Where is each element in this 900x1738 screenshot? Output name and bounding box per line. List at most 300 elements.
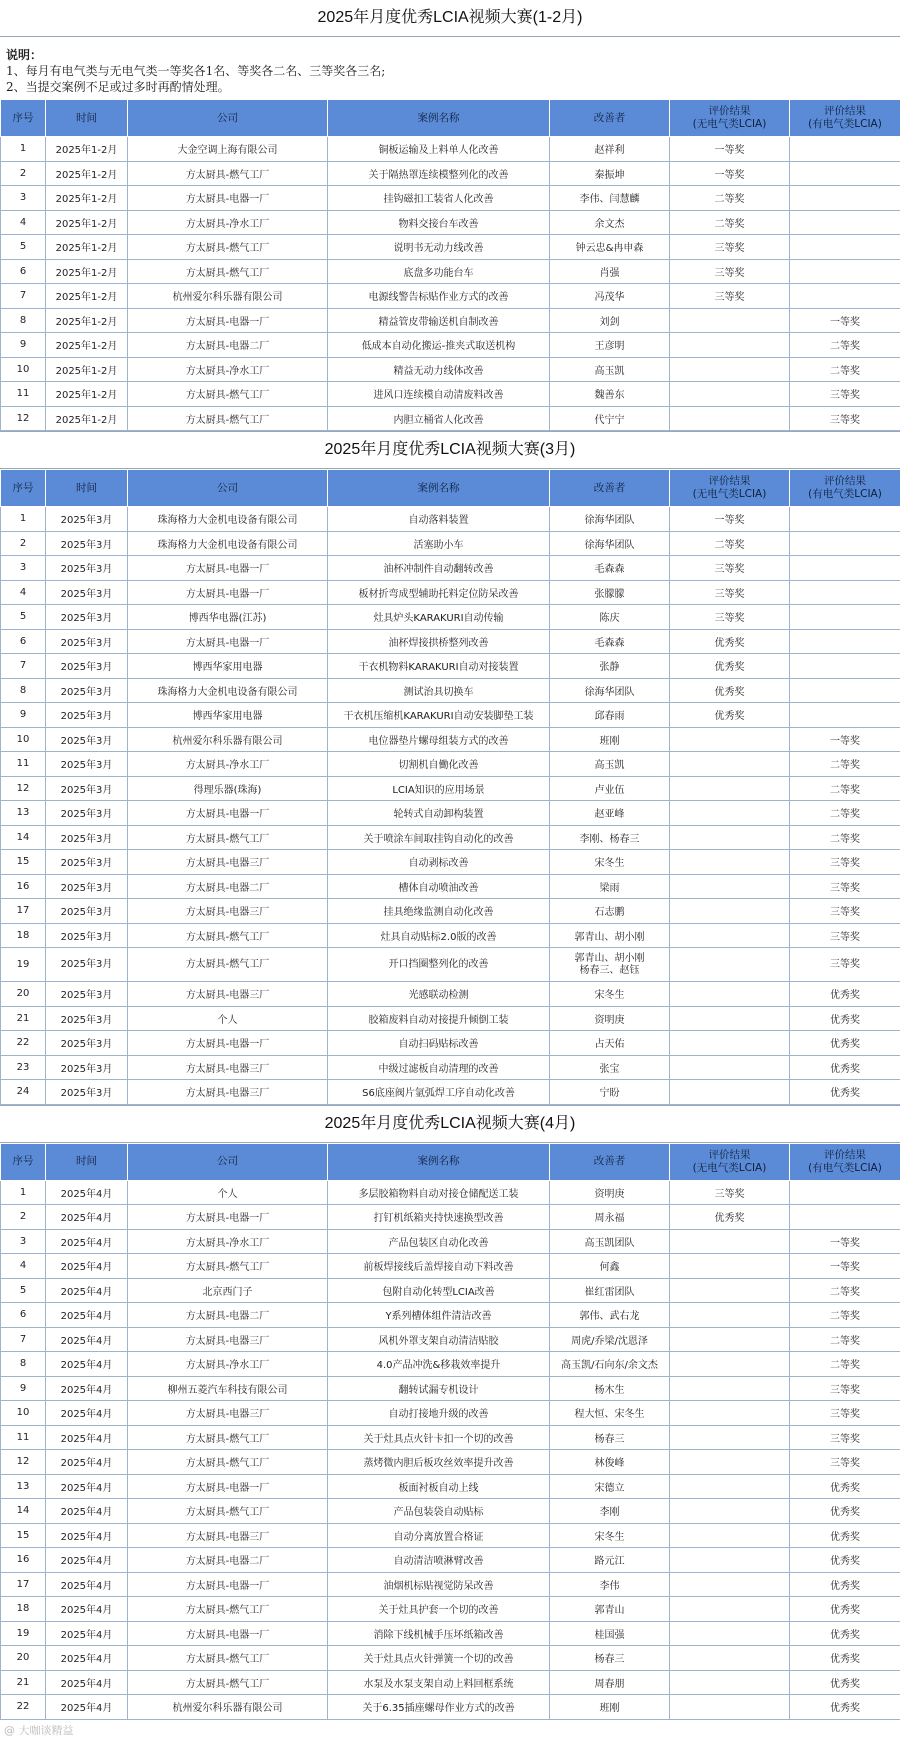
cell-company: 方太厨具-电器三厂 [128,1327,328,1352]
cell-case-name: S6底座阀片氩弧焊工序自动化改善 [328,1080,550,1105]
table-row [1,1180,900,1205]
column-header: 时间 [46,100,128,137]
column-header: 时间 [46,470,128,507]
cell-company: 方太厨具-电器三厂 [128,850,328,875]
cell-improver: 杨木生 [550,1376,670,1401]
cell-improver: 崔红雷团队 [550,1278,670,1303]
cell-case-name: 油烟机标贴视觉防呆改善 [328,1572,550,1597]
cell-date: 2025年1-2月 [46,186,128,211]
cell-improver: 占天佑 [550,1031,670,1056]
cell-case-name: 自动落料装置 [328,507,550,532]
cell-index: 17 [1,899,46,924]
cell-date: 2025年3月 [46,825,128,850]
table-header-row [1,1143,900,1180]
table-row [1,406,900,431]
cell-improver: 徐海华团队 [550,531,670,556]
cell-improver: 余文杰 [550,210,670,235]
cell-result-non-electric [670,1401,790,1426]
cell-index: 3 [1,186,46,211]
table-row [1,825,900,850]
cell-result-electric [790,605,900,630]
cell-improver: 郭青山、胡小刚 [550,923,670,948]
cell-result-non-electric [670,1425,790,1450]
table-row [1,357,900,382]
cell-result-electric [790,210,900,235]
cell-improver: 魏善东 [550,382,670,407]
cell-result-electric: 优秀奖 [790,1597,900,1622]
cell-improver: 李刚、杨春三 [550,825,670,850]
section-title: 2025年月度优秀LCIA视频大赛(3月) [0,431,900,469]
cell-result-electric: 一等奖 [790,727,900,752]
cell-result-electric: 二等奖 [790,1278,900,1303]
cell-company: 方太厨具-燃气工厂 [128,1597,328,1622]
cell-company: 杭州爱尔科乐器有限公司 [128,727,328,752]
cell-company: 珠海格力大金机电设备有限公司 [128,678,328,703]
cell-index: 8 [1,308,46,333]
cell-result-non-electric [670,1621,790,1646]
cell-improver: 代宁宁 [550,406,670,431]
table-row [1,1425,900,1450]
cell-index: 15 [1,1523,46,1548]
cell-company: 北京西门子 [128,1278,328,1303]
cell-date: 2025年3月 [46,580,128,605]
cell-result-non-electric [670,1278,790,1303]
cell-result-non-electric: 优秀奖 [670,1205,790,1230]
cell-improver: 卢业伍 [550,776,670,801]
cell-case-name: 水泵及水泵支架自动上料回框系统 [328,1670,550,1695]
cell-date: 2025年4月 [46,1229,128,1254]
cell-improver: 桂国强 [550,1621,670,1646]
cell-case-name: 轮转式自动卸构装置 [328,801,550,826]
cell-date: 2025年3月 [46,678,128,703]
cell-case-name: 内胆立桶省人化改善 [328,406,550,431]
cell-result-electric: 优秀奖 [790,1695,900,1720]
cell-company: 方太厨具-燃气工厂 [128,1450,328,1475]
cell-company: 方太厨具-电器三厂 [128,1055,328,1080]
cell-improver: 宋冬生 [550,982,670,1007]
cell-result-non-electric [670,1229,790,1254]
cell-result-electric [790,259,900,284]
cell-date: 2025年4月 [46,1572,128,1597]
cell-date: 2025年3月 [46,507,128,532]
column-header: 案例名称 [328,470,550,507]
table-row [1,1303,900,1328]
cell-index: 14 [1,1499,46,1524]
awards-table [0,99,900,431]
table-row [1,531,900,556]
cell-result-non-electric [670,357,790,382]
cell-improver: 资明庚 [550,1006,670,1031]
cell-case-name: 油杯冲制件自动翻转改善 [328,556,550,581]
cell-improver: 郭伟、武右龙 [550,1303,670,1328]
table-row [1,1695,900,1720]
cell-result-non-electric [670,406,790,431]
cell-company: 方太厨具-电器一厂 [128,801,328,826]
cell-improver: 钟云忠&冉申森 [550,235,670,260]
cell-date: 2025年4月 [46,1695,128,1720]
cell-result-electric: 三等奖 [790,899,900,924]
table-row [1,1474,900,1499]
cell-index: 4 [1,1254,46,1279]
cell-result-electric: 三等奖 [790,948,900,982]
cell-result-electric [790,507,900,532]
cell-result-electric [790,1180,900,1205]
cell-improver: 林俊峰 [550,1450,670,1475]
cell-result-non-electric [670,899,790,924]
cell-case-name: 开口挡圈整列化的改善 [328,948,550,982]
awards-table [0,469,900,1105]
cell-date: 2025年1-2月 [46,357,128,382]
cell-company: 得理乐器(珠海) [128,776,328,801]
cell-improver: 张宝 [550,1055,670,1080]
cell-case-name: 关于6.35插座螺母作业方式的改善 [328,1695,550,1720]
cell-company: 方太厨具-净水工厂 [128,1229,328,1254]
cell-company: 方太厨具-净水工厂 [128,752,328,777]
cell-company: 方太厨具-电器三厂 [128,1401,328,1426]
cell-case-name: 干衣机物料KARAKURI自动对接装置 [328,654,550,679]
cell-date: 2025年3月 [46,923,128,948]
cell-company: 方太厨具-电器一厂 [128,186,328,211]
cell-result-electric: 二等奖 [790,1352,900,1377]
cell-case-name: 挂具绝缘监测自动化改善 [328,899,550,924]
cell-result-non-electric [670,1499,790,1524]
cell-date: 2025年4月 [46,1523,128,1548]
cell-company: 方太厨具-电器一厂 [128,308,328,333]
cell-result-non-electric: 三等奖 [670,284,790,309]
cell-index: 1 [1,507,46,532]
cell-result-electric: 优秀奖 [790,1646,900,1671]
cell-improver: 毛森森 [550,629,670,654]
cell-index: 12 [1,1450,46,1475]
cell-company: 方太厨具-电器一厂 [128,1031,328,1056]
cell-index: 18 [1,923,46,948]
cell-date: 2025年4月 [46,1352,128,1377]
cell-company: 方太厨具-电器一厂 [128,1474,328,1499]
cell-index: 20 [1,982,46,1007]
cell-case-name: 自动打接地升级的改善 [328,1401,550,1426]
cell-improver: 毛森森 [550,556,670,581]
cell-index: 7 [1,654,46,679]
cell-improver: 徐海华团队 [550,507,670,532]
cell-case-name: 关于灶具护套一个切的改善 [328,1597,550,1622]
cell-company: 方太厨具-电器二厂 [128,333,328,358]
column-header: 序号 [1,100,46,137]
cell-date: 2025年3月 [46,605,128,630]
cell-improver: 张朦朦 [550,580,670,605]
cell-case-name: 自动分离放置合格证 [328,1523,550,1548]
cell-index: 21 [1,1670,46,1695]
cell-result-non-electric [670,1597,790,1622]
cell-case-name: 关于隔热罩连续模整列化的改善 [328,161,550,186]
table-row [1,923,900,948]
table-row [1,1055,900,1080]
cell-result-non-electric: 优秀奖 [670,703,790,728]
table-row [1,1401,900,1426]
table-row [1,1670,900,1695]
cell-case-name: 板面衬板自动上线 [328,1474,550,1499]
notes [0,37,900,99]
cell-improver: 班刚 [550,727,670,752]
cell-index: 2 [1,161,46,186]
cell-result-electric: 优秀奖 [790,1523,900,1548]
table-row [1,982,900,1007]
cell-result-electric: 三等奖 [790,1450,900,1475]
cell-company: 珠海格力大金机电设备有限公司 [128,507,328,532]
cell-date: 2025年4月 [46,1621,128,1646]
cell-result-non-electric: 优秀奖 [670,678,790,703]
cell-result-electric: 三等奖 [790,923,900,948]
cell-result-non-electric [670,308,790,333]
cell-improver: 梁雨 [550,874,670,899]
column-header: 案例名称 [328,100,550,137]
cell-index: 6 [1,629,46,654]
cell-index: 14 [1,825,46,850]
cell-result-electric: 三等奖 [790,1376,900,1401]
cell-date: 2025年1-2月 [46,406,128,431]
table-row [1,235,900,260]
cell-date: 2025年3月 [46,982,128,1007]
cell-improver: 宁盼 [550,1080,670,1105]
cell-improver: 赵亚峰 [550,801,670,826]
table-row [1,308,900,333]
cell-result-non-electric [670,1523,790,1548]
cell-date: 2025年3月 [46,752,128,777]
cell-date: 2025年1-2月 [46,210,128,235]
cell-result-non-electric [670,948,790,982]
cell-date: 2025年4月 [46,1548,128,1573]
cell-date: 2025年3月 [46,531,128,556]
cell-result-electric: 三等奖 [790,874,900,899]
cell-improver: 周春朋 [550,1670,670,1695]
cell-index: 5 [1,1278,46,1303]
cell-index: 5 [1,235,46,260]
cell-result-electric [790,284,900,309]
cell-result-non-electric [670,825,790,850]
cell-company: 方太厨具-净水工厂 [128,210,328,235]
table-row [1,284,900,309]
table-row [1,210,900,235]
column-header: 评价结果 (有电气类LCIA) [790,470,900,507]
cell-case-name: 槽体自动喷油改善 [328,874,550,899]
cell-date: 2025年3月 [46,654,128,679]
cell-result-non-electric [670,1080,790,1105]
table-row [1,605,900,630]
cell-result-non-electric: 三等奖 [670,235,790,260]
cell-index: 3 [1,556,46,581]
table-row [1,1376,900,1401]
watermark: @ 大咖谈精益 [4,1724,74,1737]
cell-case-name: 切割机自働化改善 [328,752,550,777]
cell-case-name: 前板焊接线后盖焊接自动下料改善 [328,1254,550,1279]
cell-index: 8 [1,678,46,703]
table-row [1,899,900,924]
cell-result-electric: 三等奖 [790,382,900,407]
cell-improver: 徐海华团队 [550,678,670,703]
cell-result-electric: 二等奖 [790,1303,900,1328]
table-row [1,1621,900,1646]
cell-index: 12 [1,406,46,431]
cell-company: 杭州爱尔科乐器有限公司 [128,1695,328,1720]
cell-index: 9 [1,333,46,358]
table-row [1,1031,900,1056]
cell-company: 方太厨具-电器一厂 [128,629,328,654]
cell-company: 方太厨具-电器二厂 [128,1548,328,1573]
cell-improver: 郭青山、胡小刚 杨春三、赵钰 [550,948,670,982]
cell-case-name: 说明书无动力线改善 [328,235,550,260]
cell-company: 方太厨具-电器一厂 [128,580,328,605]
cell-date: 2025年1-2月 [46,137,128,162]
cell-case-name: 自动扫码贴标改善 [328,1031,550,1056]
cell-case-name: 低成本自动化搬运-推夹式取送机构 [328,333,550,358]
cell-result-non-electric [670,850,790,875]
table-row [1,629,900,654]
table-row [1,556,900,581]
cell-result-non-electric: 二等奖 [670,210,790,235]
cell-case-name: 打钉机纸箱夹持快速换型改善 [328,1205,550,1230]
cell-case-name: 电位器垫片螺母组装方式的改善 [328,727,550,752]
cell-company: 方太厨具-净水工厂 [128,357,328,382]
table-row [1,1597,900,1622]
notes-heading: 说明： [6,48,43,62]
table-row [1,1548,900,1573]
cell-result-electric [790,531,900,556]
cell-date: 2025年4月 [46,1450,128,1475]
table-row [1,161,900,186]
cell-case-name: 多层胶箱物料自动对接仓储配送工装 [328,1180,550,1205]
cell-case-name: 翻转试漏专机设计 [328,1376,550,1401]
cell-date: 2025年3月 [46,727,128,752]
cell-index: 7 [1,284,46,309]
cell-index: 10 [1,1401,46,1426]
cell-index: 8 [1,1352,46,1377]
cell-result-non-electric: 优秀奖 [670,654,790,679]
cell-result-electric [790,678,900,703]
cell-date: 2025年4月 [46,1303,128,1328]
cell-improver: 肖强 [550,259,670,284]
column-header: 公司 [128,100,328,137]
table-row [1,752,900,777]
table-row [1,1205,900,1230]
table-row [1,382,900,407]
cell-company: 方太厨具-燃气工厂 [128,235,328,260]
cell-result-electric: 三等奖 [790,850,900,875]
cell-improver: 宋德立 [550,1474,670,1499]
cell-result-non-electric [670,727,790,752]
table-row [1,874,900,899]
cell-date: 2025年3月 [46,874,128,899]
cell-case-name: 油杯焊接拱桥整列改善 [328,629,550,654]
cell-result-non-electric: 二等奖 [670,186,790,211]
cell-company: 方太厨具-电器二厂 [128,874,328,899]
cell-result-non-electric: 二等奖 [670,531,790,556]
cell-date: 2025年1-2月 [46,161,128,186]
cell-improver: 杨春三 [550,1425,670,1450]
cell-result-electric [790,629,900,654]
table-row [1,1523,900,1548]
cell-improver: 李刚 [550,1499,670,1524]
column-header: 评价结果 (无电气类LCIA) [670,1143,790,1180]
cell-company: 方太厨具-燃气工厂 [128,1254,328,1279]
cell-improver: 冯茂华 [550,284,670,309]
cell-improver: 张静 [550,654,670,679]
cell-date: 2025年3月 [46,899,128,924]
cell-case-name: 包附自动化转型LCIA改善 [328,1278,550,1303]
cell-result-electric [790,580,900,605]
cell-result-non-electric [670,1006,790,1031]
cell-improver: 秦振坤 [550,161,670,186]
cell-company: 个人 [128,1180,328,1205]
cell-index: 15 [1,850,46,875]
cell-date: 2025年3月 [46,1006,128,1031]
cell-result-electric: 二等奖 [790,825,900,850]
column-header: 序号 [1,470,46,507]
cell-company: 方太厨具-燃气工厂 [128,923,328,948]
cell-date: 2025年4月 [46,1205,128,1230]
cell-date: 2025年3月 [46,556,128,581]
cell-improver: 宋冬生 [550,1523,670,1548]
cell-result-electric: 二等奖 [790,357,900,382]
column-header: 序号 [1,1143,46,1180]
cell-date: 2025年3月 [46,1055,128,1080]
table-row [1,801,900,826]
cell-index: 17 [1,1572,46,1597]
table-row [1,1080,900,1105]
cell-index: 11 [1,382,46,407]
cell-result-non-electric [670,982,790,1007]
cell-index: 24 [1,1080,46,1105]
cell-case-name: 干衣机压缩机KARAKURI自动安装脚垫工装 [328,703,550,728]
cell-index: 21 [1,1006,46,1031]
cell-company: 方太厨具-燃气工厂 [128,948,328,982]
cell-improver: 郭青山 [550,1597,670,1622]
awards-table [0,1143,900,1720]
cell-result-non-electric [670,801,790,826]
cell-date: 2025年3月 [46,629,128,654]
cell-result-non-electric: 三等奖 [670,605,790,630]
table-row [1,259,900,284]
cell-result-electric [790,235,900,260]
cell-index: 12 [1,776,46,801]
cell-improver: 班刚 [550,1695,670,1720]
cell-case-name: 底盘多功能台车 [328,259,550,284]
column-header: 改善者 [550,470,670,507]
cell-company: 方太厨具-燃气工厂 [128,1646,328,1671]
column-header: 公司 [128,1143,328,1180]
cell-result-non-electric [670,1376,790,1401]
cell-company: 方太厨具-电器三厂 [128,1080,328,1105]
cell-result-electric: 三等奖 [790,1425,900,1450]
cell-improver: 高玉凯团队 [550,1229,670,1254]
cell-result-electric: 一等奖 [790,1229,900,1254]
cell-result-electric: 优秀奖 [790,1006,900,1031]
cell-result-electric: 优秀奖 [790,1572,900,1597]
table-row [1,507,900,532]
cell-company: 珠海格力大金机电设备有限公司 [128,531,328,556]
cell-result-non-electric [670,1352,790,1377]
cell-result-electric: 一等奖 [790,308,900,333]
cell-date: 2025年1-2月 [46,382,128,407]
cell-improver: 赵祥利 [550,137,670,162]
cell-result-non-electric: 一等奖 [670,137,790,162]
cell-company: 方太厨具-电器三厂 [128,982,328,1007]
cell-date: 2025年4月 [46,1474,128,1499]
column-header: 评价结果 (无电气类LCIA) [670,100,790,137]
cell-result-electric: 优秀奖 [790,1499,900,1524]
cell-company: 个人 [128,1006,328,1031]
cell-date: 2025年1-2月 [46,284,128,309]
cell-result-electric: 优秀奖 [790,982,900,1007]
cell-improver: 宋冬生 [550,850,670,875]
